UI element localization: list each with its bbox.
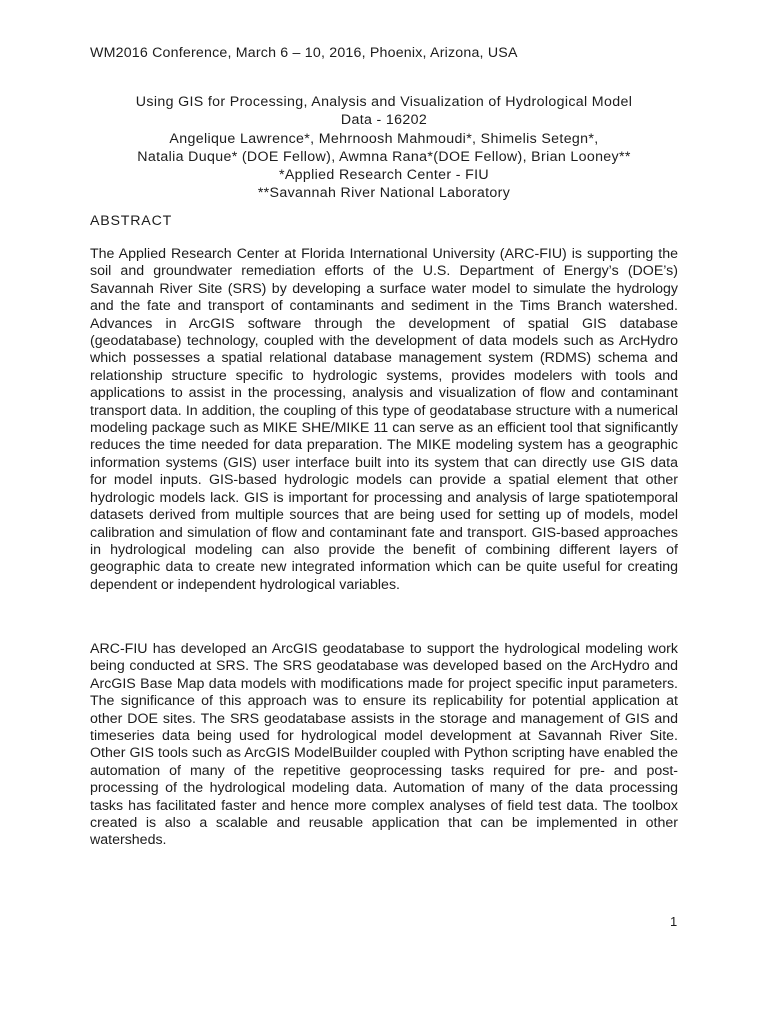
page-number: 1 bbox=[670, 914, 678, 929]
paper-title-line-1: Using GIS for Processing, Analysis and Visualization of Hydrological Model bbox=[135, 94, 633, 110]
abstract-paragraph-1: The Applied Research Center at Florida International University (ARC-FIU) is supporting the soil and groundwater remediation efforts of the U.S. Department of Energy’s (DOE’s) Savannah River Site (SRS) by developing a surface water model to simulate the hydrology and the fate and transport of contaminants and sediment in the Tims Branch watershed. Advances in ArcGIS software through the development of spatial GIS database (geodatabase) technology, coupled with the development of data models such as ArcHydro which possesses a spatial relational database management system (RDMS) schema and relationship structure specific to hydrologic systems, provides modelers with tools and applications to assist in the processing, analysis and visualization of flow and contaminant transport data. In addition, the coupling of this type of geodatabase structure with a numerical modeling package such as MIKE SHE/MIKE 11 can serve as an efficient tool that significantly reduces the time needed for data preparation. The MIKE modeling system has a geographic information systems (GIS) user interface built into its system that can directly use GIS data for model inputs. GIS-based hydrologic models can provide a spatial element that other hydrologic models lack. GIS is important for processing and analysis of large spatiotemporal datasets derived from multiple sources that are being used for setting up of models, model calibration and simulation of flow and contaminant fate and transport. GIS-based approaches in hydrological modeling can also provide the benefit of combining different layers of geographic data to create new integrated information which can be quite useful for creating dependent or independent hydrological variables. bbox=[90, 246, 678, 593]
affiliation-1: *Applied Research Center - FIU bbox=[279, 167, 489, 184]
paper-title-line-2: Data - 16202 bbox=[340, 112, 428, 129]
authors-line-2: Natalia Duque* (DOE Fellow), Awmna Rana*(DOE Fellow), Brian Looney** bbox=[137, 148, 631, 165]
authors-line-1: Angelique Lawrence*, Mehrnoosh Mahmoudi*, Shimelis Setegn*, bbox=[169, 130, 599, 147]
abstract-paragraph-2: ARC-FIU has developed an ArcGIS geodatabase to support the hydrological modeling work being conducted at SRS. The SRS geodatabase was developed based on the ArcHydro and ArcGIS Base Map data models with modifications made for project specific input parameters. The significance of this approach was to ensure its replicability for potential application at other DOE sites. The SRS geodatabase assists in the storage and management of GIS and timeseries data being used for hydrological model development at Savannah River Site. Other GIS tools such as ArcGIS ModelBuilder coupled with Python scripting have enabled the automation of many of the repetitive geoprocessing tasks required for pre- and post-processing of the hydrological modeling data. Automation of many of the data processing tasks has facilitated faster and hence more complex analyses of field test data. The toolbox created is also a scalable and reusable application that can be implemented in other watersheds. bbox=[90, 641, 678, 849]
conference-header: WM2016 Conference, March 6 – 10, 2016, Phoenix, Arizona, USA bbox=[90, 45, 518, 61]
title-block bbox=[60, 93, 708, 203]
abstract-heading: ABSTRACT bbox=[90, 213, 173, 229]
affiliation-2: **Savannah River National Laboratory bbox=[257, 185, 511, 202]
